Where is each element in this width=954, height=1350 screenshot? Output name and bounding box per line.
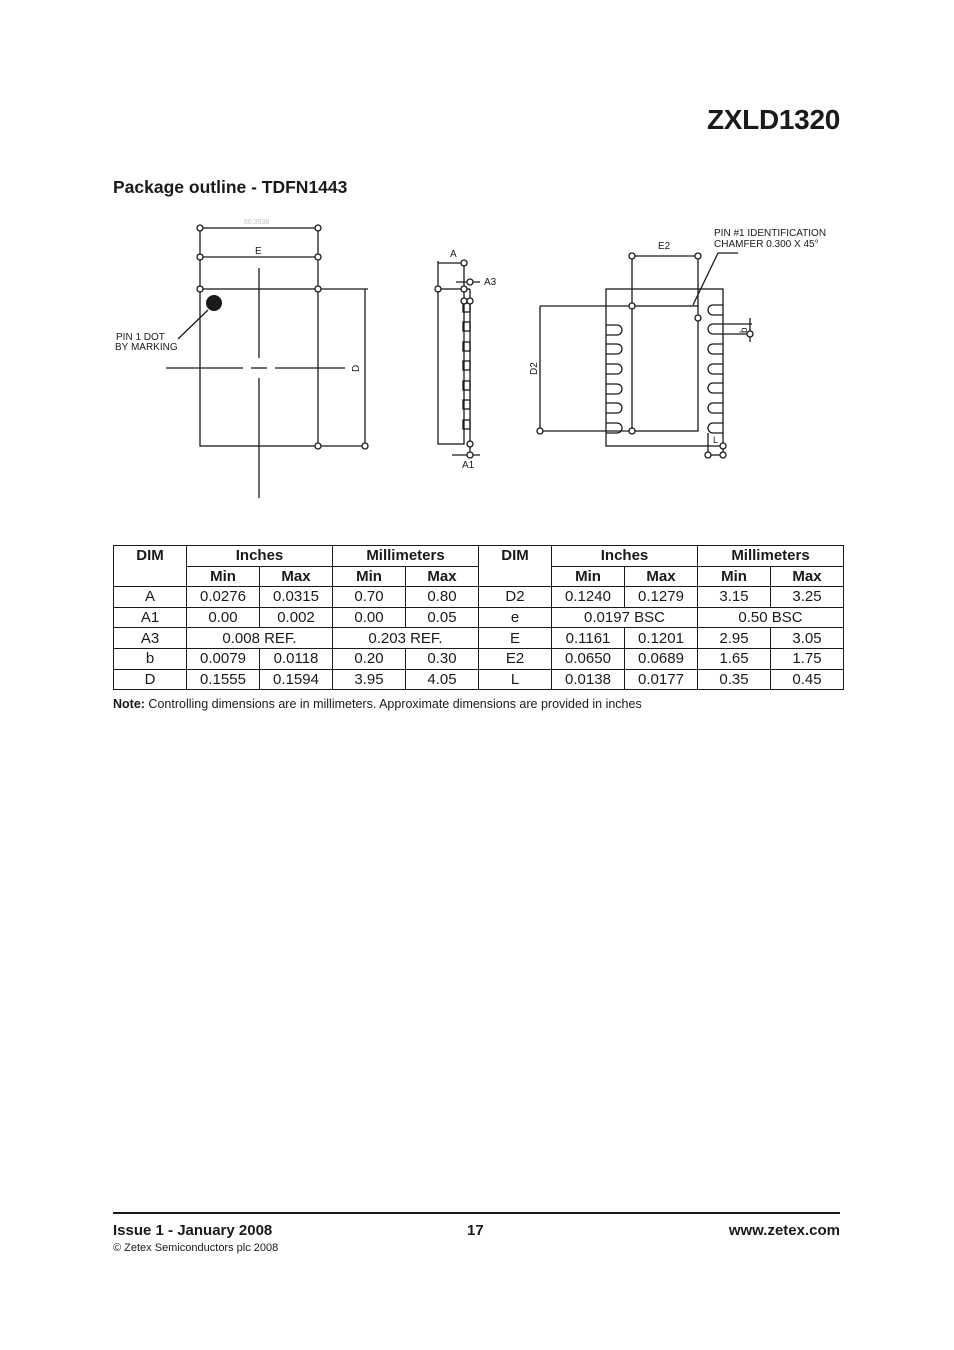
table-cell: 3.15 bbox=[698, 587, 771, 608]
table-cell: 0.00 bbox=[333, 607, 406, 628]
footer-copyright: © Zetex Semiconductors plc 2008 bbox=[113, 1242, 279, 1254]
label-e: E bbox=[255, 246, 262, 257]
side-view-body bbox=[438, 289, 464, 444]
table-cell: 0.00 bbox=[187, 607, 260, 628]
header-inches-right: Inches bbox=[552, 546, 698, 567]
table-cell: 0.50 BSC bbox=[698, 607, 844, 628]
table-cell: 1.75 bbox=[771, 648, 844, 669]
table-cell: 0.05 bbox=[406, 607, 479, 628]
table-cell: e bbox=[479, 607, 552, 628]
dimension-table bbox=[113, 545, 844, 690]
header-min: Min bbox=[187, 566, 260, 587]
table-cell: 3.95 bbox=[333, 669, 406, 690]
table-cell: 0.002 bbox=[260, 607, 333, 628]
exposed-pad bbox=[632, 306, 698, 431]
header-dim-right: DIM bbox=[479, 546, 552, 587]
table-cell: D2 bbox=[479, 587, 552, 608]
header-mm-left: Millimeters bbox=[333, 546, 479, 567]
table-cell: E bbox=[479, 628, 552, 649]
package-outline-diagram bbox=[0, 200, 954, 520]
pin1-dot bbox=[206, 295, 222, 311]
label-chamfer-line2: CHAMFER 0.300 X 45° bbox=[714, 239, 819, 250]
note-text: Controlling dimensions are in millimeters. Approximate dimensions are provided in inches bbox=[144, 697, 642, 711]
table-cell: 0.0118 bbox=[260, 648, 333, 669]
table-cell: 0.1201 bbox=[625, 628, 698, 649]
header-max: Max bbox=[406, 566, 479, 587]
table-row bbox=[114, 628, 844, 649]
label-pin1-line2: BY MARKING bbox=[115, 342, 178, 353]
table-cell: 0.0138 bbox=[552, 669, 625, 690]
table-cell: 0.1161 bbox=[552, 628, 625, 649]
table-row bbox=[114, 669, 844, 690]
table-cell: A1 bbox=[114, 607, 187, 628]
footer-website: www.zetex.com bbox=[728, 1222, 840, 1239]
header-inches-left: Inches bbox=[187, 546, 333, 567]
table-cell: b bbox=[114, 648, 187, 669]
footer-issue: Issue 1 - January 2008 bbox=[113, 1222, 273, 1239]
table-cell: D bbox=[114, 669, 187, 690]
header-min: Min bbox=[333, 566, 406, 587]
header-max: Max bbox=[771, 566, 844, 587]
header-max: Max bbox=[260, 566, 333, 587]
header-min: Min bbox=[698, 566, 771, 587]
label-d2: D2 bbox=[529, 362, 540, 375]
table-cell: 3.25 bbox=[771, 587, 844, 608]
table-cell: 0.0276 bbox=[187, 587, 260, 608]
note-label: Note: bbox=[113, 697, 145, 711]
label-a3: A3 bbox=[484, 277, 497, 288]
table-row bbox=[114, 587, 844, 608]
table-row bbox=[114, 648, 844, 669]
table-cell: 3.05 bbox=[771, 628, 844, 649]
faint-label: 60.3938 bbox=[244, 219, 270, 226]
label-chamfer-line1: PIN #1 IDENTIFICATION bbox=[714, 228, 827, 239]
label-l: L bbox=[713, 435, 719, 445]
table-cell: 0.1555 bbox=[187, 669, 260, 690]
table-cell: 0.70 bbox=[333, 587, 406, 608]
table-note bbox=[113, 697, 642, 711]
header-mm-right: Millimeters bbox=[698, 546, 844, 567]
table-cell: 4.05 bbox=[406, 669, 479, 690]
table-cell: 0.0650 bbox=[552, 648, 625, 669]
table-cell: 0.80 bbox=[406, 587, 479, 608]
table-cell: A3 bbox=[114, 628, 187, 649]
label-pin1-line1: PIN 1 DOT bbox=[116, 332, 165, 343]
table-cell: 0.0315 bbox=[260, 587, 333, 608]
label-b: b bbox=[739, 327, 750, 333]
table-cell: 0.30 bbox=[406, 648, 479, 669]
table-cell: 0.008 REF. bbox=[187, 628, 333, 649]
table-cell: 0.35 bbox=[698, 669, 771, 690]
header-dim-left: DIM bbox=[114, 546, 187, 587]
document-title: ZXLD1320 bbox=[707, 104, 840, 135]
label-e2: E2 bbox=[658, 241, 671, 252]
table-cell: 0.45 bbox=[771, 669, 844, 690]
table-cell: 2.95 bbox=[698, 628, 771, 649]
label-d: D bbox=[351, 364, 362, 372]
bottom-view-body bbox=[606, 289, 723, 446]
page-number: 17 bbox=[467, 1222, 484, 1239]
section-title: Package outline - TDFN1443 bbox=[113, 177, 348, 197]
table-cell: 0.1279 bbox=[625, 587, 698, 608]
label-a: A bbox=[450, 249, 457, 260]
header-max: Max bbox=[625, 566, 698, 587]
chamfer-leader bbox=[693, 253, 718, 305]
table-header-row bbox=[114, 546, 844, 567]
table-cell: A bbox=[114, 587, 187, 608]
table-row bbox=[114, 607, 844, 628]
table-cell: L bbox=[479, 669, 552, 690]
table-cell: 0.203 REF. bbox=[333, 628, 479, 649]
table-cell: 0.0079 bbox=[187, 648, 260, 669]
label-a1: A1 bbox=[462, 460, 475, 471]
table-cell: 0.20 bbox=[333, 648, 406, 669]
footer-divider bbox=[113, 1212, 840, 1214]
table-cell: 0.0689 bbox=[625, 648, 698, 669]
table-cell: 0.0197 BSC bbox=[552, 607, 698, 628]
table-cell: E2 bbox=[479, 648, 552, 669]
pin1-leader bbox=[178, 310, 208, 339]
table-cell: 1.65 bbox=[698, 648, 771, 669]
table-cell: 0.0177 bbox=[625, 669, 698, 690]
table-cell: 0.1240 bbox=[552, 587, 625, 608]
header-min: Min bbox=[552, 566, 625, 587]
table-cell: 0.1594 bbox=[260, 669, 333, 690]
